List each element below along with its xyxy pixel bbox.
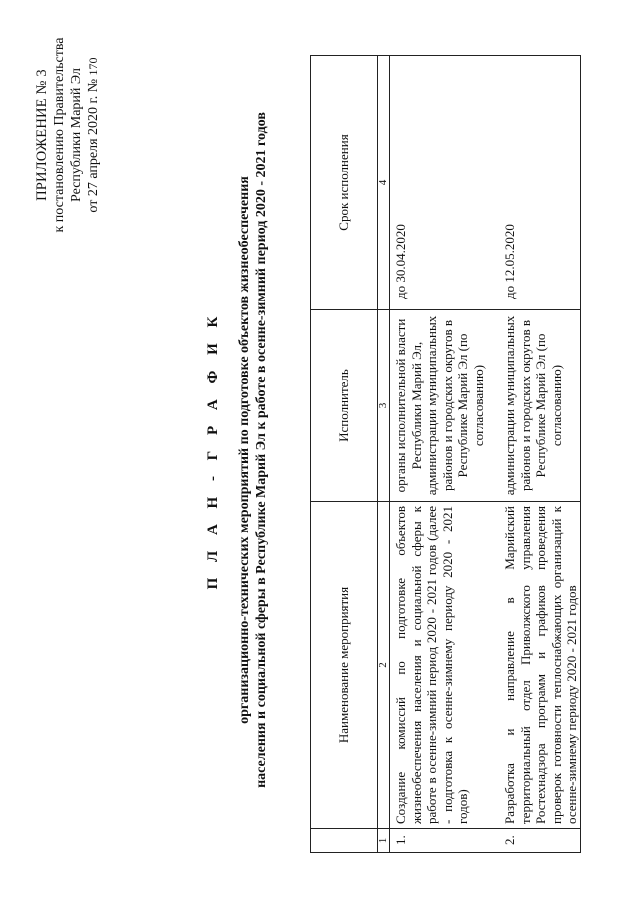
appendix-date-prefix: от — [86, 199, 101, 213]
appendix-title: ПРИЛОЖЕНИЕ № 3 — [34, 69, 50, 201]
appendix-date-rest: апреля 2020 г. № — [86, 78, 101, 179]
table-header-row — [311, 56, 378, 853]
header-executor: Исполнитель — [311, 310, 378, 502]
row-activity: Разработка и направление в Марийский территориальный отдел Приволжского управления Ростехнадзора программ и графиков проведения проверок готовности теплоснабжающих организаций к осенне-зимнему периоду 2020 - 2021 годов — [499, 502, 580, 829]
column-number-2: 2 — [378, 502, 390, 829]
plan-subtitle-line-1: организационно-технических мероприятий по подготовке объектов жизнеобеспечения — [237, 176, 252, 724]
row-number: 1. — [390, 829, 500, 853]
column-number-4: 4 — [378, 56, 390, 310]
appendix-number: 170 — [86, 57, 100, 76]
row-deadline: до 30.04.2020 — [390, 56, 500, 310]
header-number — [311, 829, 378, 853]
row-number: 2. — [499, 829, 580, 853]
document-heading — [205, 35, 270, 865]
plan-subtitle-line-2: населения и социальной сферы в Республике Марий Эл к работе в осенне-зимний период 2020 - 2021 годов — [254, 112, 269, 788]
table-row — [499, 56, 580, 853]
appendix-date-day: 27 — [86, 182, 101, 197]
plan-table — [310, 55, 581, 853]
appendix-block — [34, 20, 102, 250]
row-deadline: до 12.05.2020 — [499, 56, 580, 310]
row-executor: администрации муниципальных районов и городских округов в Республике Марий Эл (по согласованию) — [499, 310, 580, 502]
plan-title: П Л А Н - Г Р А Ф И К — [205, 310, 221, 590]
header-deadline: Срок исполнения — [311, 56, 378, 310]
row-activity: Создание комиссий по подготовке объектов жизнеобеспечения населения и социальной сферы к работе в осенне-зимний период 2020 - 2021 годов (далее - подготовка к осенне-зимнему периоду 2020 - 2021 годов) — [390, 502, 500, 829]
column-number-1: 1 — [378, 829, 390, 853]
appendix-date-line — [85, 20, 102, 250]
row-executor: органы исполнительной власти Республики Марий Эл, администрации муниципальных районов и городских округов в Республике Марий Эл (по согласованию) — [390, 310, 500, 502]
column-number-3: 3 — [378, 310, 390, 502]
table-row — [390, 56, 500, 853]
appendix-line-1: к постановлению Правительства — [52, 37, 67, 233]
appendix-line-2: Республики Марий Эл — [69, 68, 84, 202]
column-numbers-row — [378, 56, 390, 853]
header-name: Наименование мероприятия — [311, 502, 378, 829]
